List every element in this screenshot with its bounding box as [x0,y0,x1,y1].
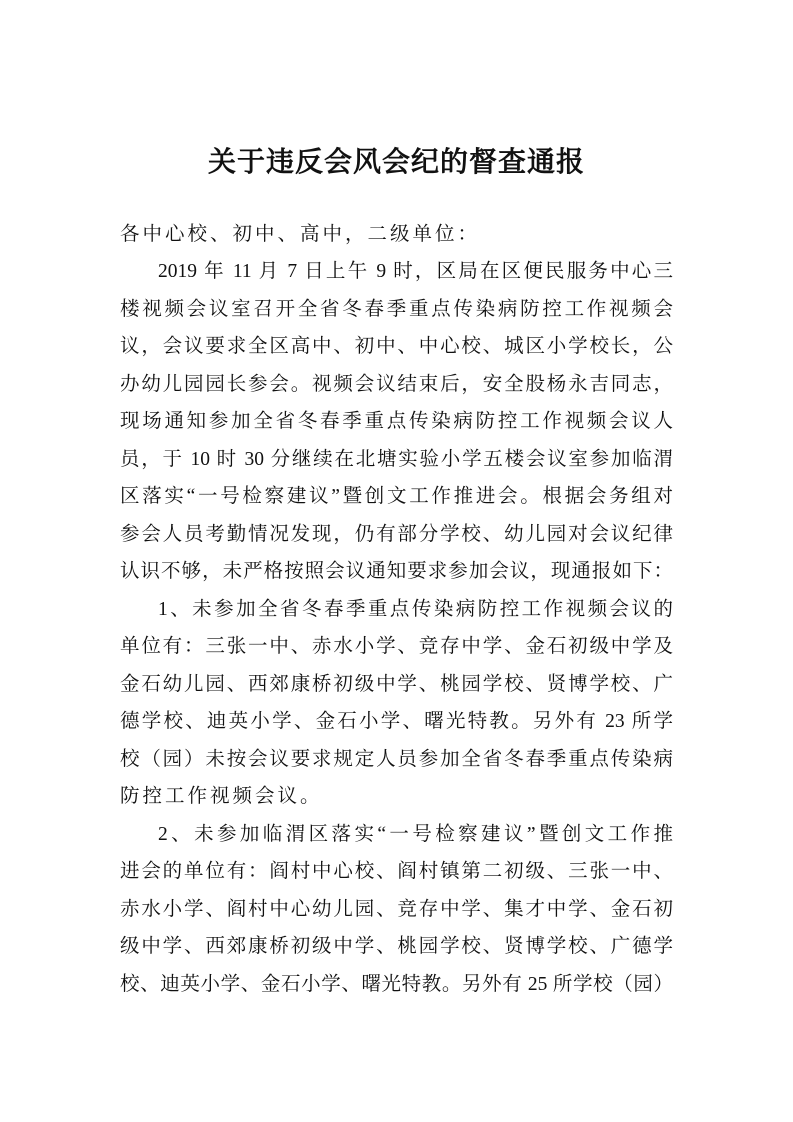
paragraph-3-line: 进会的单位有：阎村中心校、阎村镇第二初级、三张一中、 [120,861,673,882]
paragraph-3-line: 校、迪英小学、金石小学、曙光特教。另外有 25 所学校（园） [120,973,673,995]
paragraph-3-line: 级中学、西郊康桥初级中学、桃园学校、贤博学校、广德学 [120,936,673,957]
paragraph-2-line: 防控工作视频会议。 [120,786,323,807]
paragraph-3-line: 2、未参加临渭区落实“一号检察建议”暨创文工作推 [158,823,673,845]
paragraph-2-line: 单位有：三张一中、赤水小学、竞存中学、金石初级中学及 [120,636,673,657]
paragraph-2-line: 德学校、迪英小学、金石小学、曙光特教。另外有 23 所学 [120,711,673,732]
paragraph-2-line: 金石幼儿园、西郊康桥初级中学、桃园学校、贤博学校、广 [120,673,673,695]
paragraph-3-line: 赤水小学、阎村中心幼儿园、竞存中学、集才中学、金石初 [120,898,673,920]
salutation: 各中心校、初中、高中，二级单位： [120,224,481,245]
paragraph-1-line: 员，于 10 时 30 分继续在北塘实验小学五楼会议室参加临渭 [120,448,673,470]
paragraph-2-line: 1、未参加全省冬春季重点传染病防控工作视频会议的 [158,598,673,620]
paragraph-1-line: 办幼儿园园长参会。视频会议结束后，安全股杨永吉同志， [120,373,673,395]
paragraph-1-line: 议，会议要求全区高中、初中、中心校、城区小学校长，公 [120,336,673,357]
paragraph-1-line: 现场通知参加全省冬春季重点传染病防控工作视频会议人 [120,411,673,432]
paragraph-2-line: 校（园）未按会议要求规定人员参加全省冬春季重点传染病 [120,748,673,770]
paragraph-1-line: 参会人员考勤情况发现，仍有部分学校、幼儿园对会议纪律 [120,523,673,545]
paragraph-1-line: 2019 年 11 月 7 日上午 9 时，区局在区便民服务中心三 [158,261,673,282]
paragraph-1-line: 区落实“一号检察建议”暨创文工作推进会。根据会务组对 [120,486,673,507]
document-title: 关于违反会风会纪的督查通报 [207,145,585,178]
paragraph-1-line: 认识不够，未严格按照会议通知要求参加会议，现通报如下： [120,561,673,582]
paragraph-1-line: 楼视频会议室召开全省冬春季重点传染病防控工作视频会 [120,298,673,320]
